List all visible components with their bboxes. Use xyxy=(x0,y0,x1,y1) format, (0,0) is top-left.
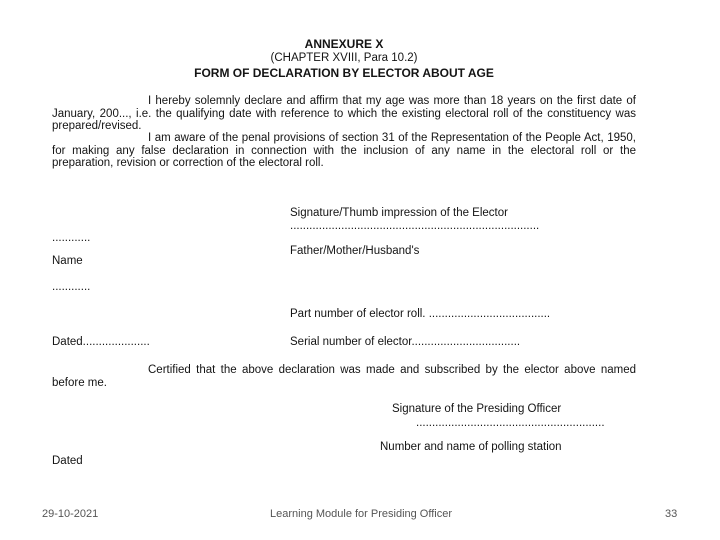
declaration-paragraph-1 xyxy=(52,95,636,133)
presiding-officer-signature: Signature of the Presiding Officer xyxy=(392,403,562,415)
dated-field-1: Dated..................... xyxy=(52,336,150,348)
serial-number-field: Serial number of elector.................................. xyxy=(290,336,521,348)
declaration-text-2: I am aware of the penal provisions of section 31 of the Representation of the People Act, 1950, for making any false declaration in connection with the inclusion of any name in the electoral roll or the preparation, revision or correction of the electoral roll. xyxy=(52,132,636,169)
signature-label: Signature/Thumb impression of the Elector xyxy=(290,207,508,219)
certification-paragraph xyxy=(52,364,636,389)
presiding-officer-dots: ........................................................... xyxy=(416,417,605,429)
declaration-paragraph-2 xyxy=(52,132,636,170)
signature-dots: .............................................................................. xyxy=(290,220,540,232)
footer-module-title: Learning Module for Presiding Officer xyxy=(270,508,453,520)
footer-page-number: 33 xyxy=(665,508,678,520)
form-title: FORM OF DECLARATION BY ELECTOR ABOUT AGE xyxy=(194,66,494,80)
relation-label: Father/Mother/Husband's xyxy=(290,245,420,257)
annexure-title: ANNEXURE X xyxy=(304,37,384,51)
declaration-form-scan xyxy=(48,30,640,466)
left-dots-2: ............ xyxy=(52,281,91,293)
declaration-text-1: I hereby solemnly declare and affirm that my age was more than 18 years on the first date of January, 200..., i.e. the qualifying date with reference to which the existing electoral roll of the constituency was prepared/revised. xyxy=(52,95,636,132)
footer-date: 29-10-2021 xyxy=(42,508,99,520)
dated-field-2: Dated xyxy=(52,455,83,466)
part-number-field: Part number of elector roll. ...................................... xyxy=(290,308,551,320)
certification-text: Certified that the above declaration was made and subscribed by the elector above named before me. xyxy=(52,364,636,389)
name-label: Name xyxy=(52,255,83,267)
left-dots-1: ............ xyxy=(52,232,91,244)
chapter-reference: (CHAPTER XVIII, Para 10.2) xyxy=(270,52,418,64)
polling-station-label: Number and name of polling station xyxy=(380,441,562,453)
